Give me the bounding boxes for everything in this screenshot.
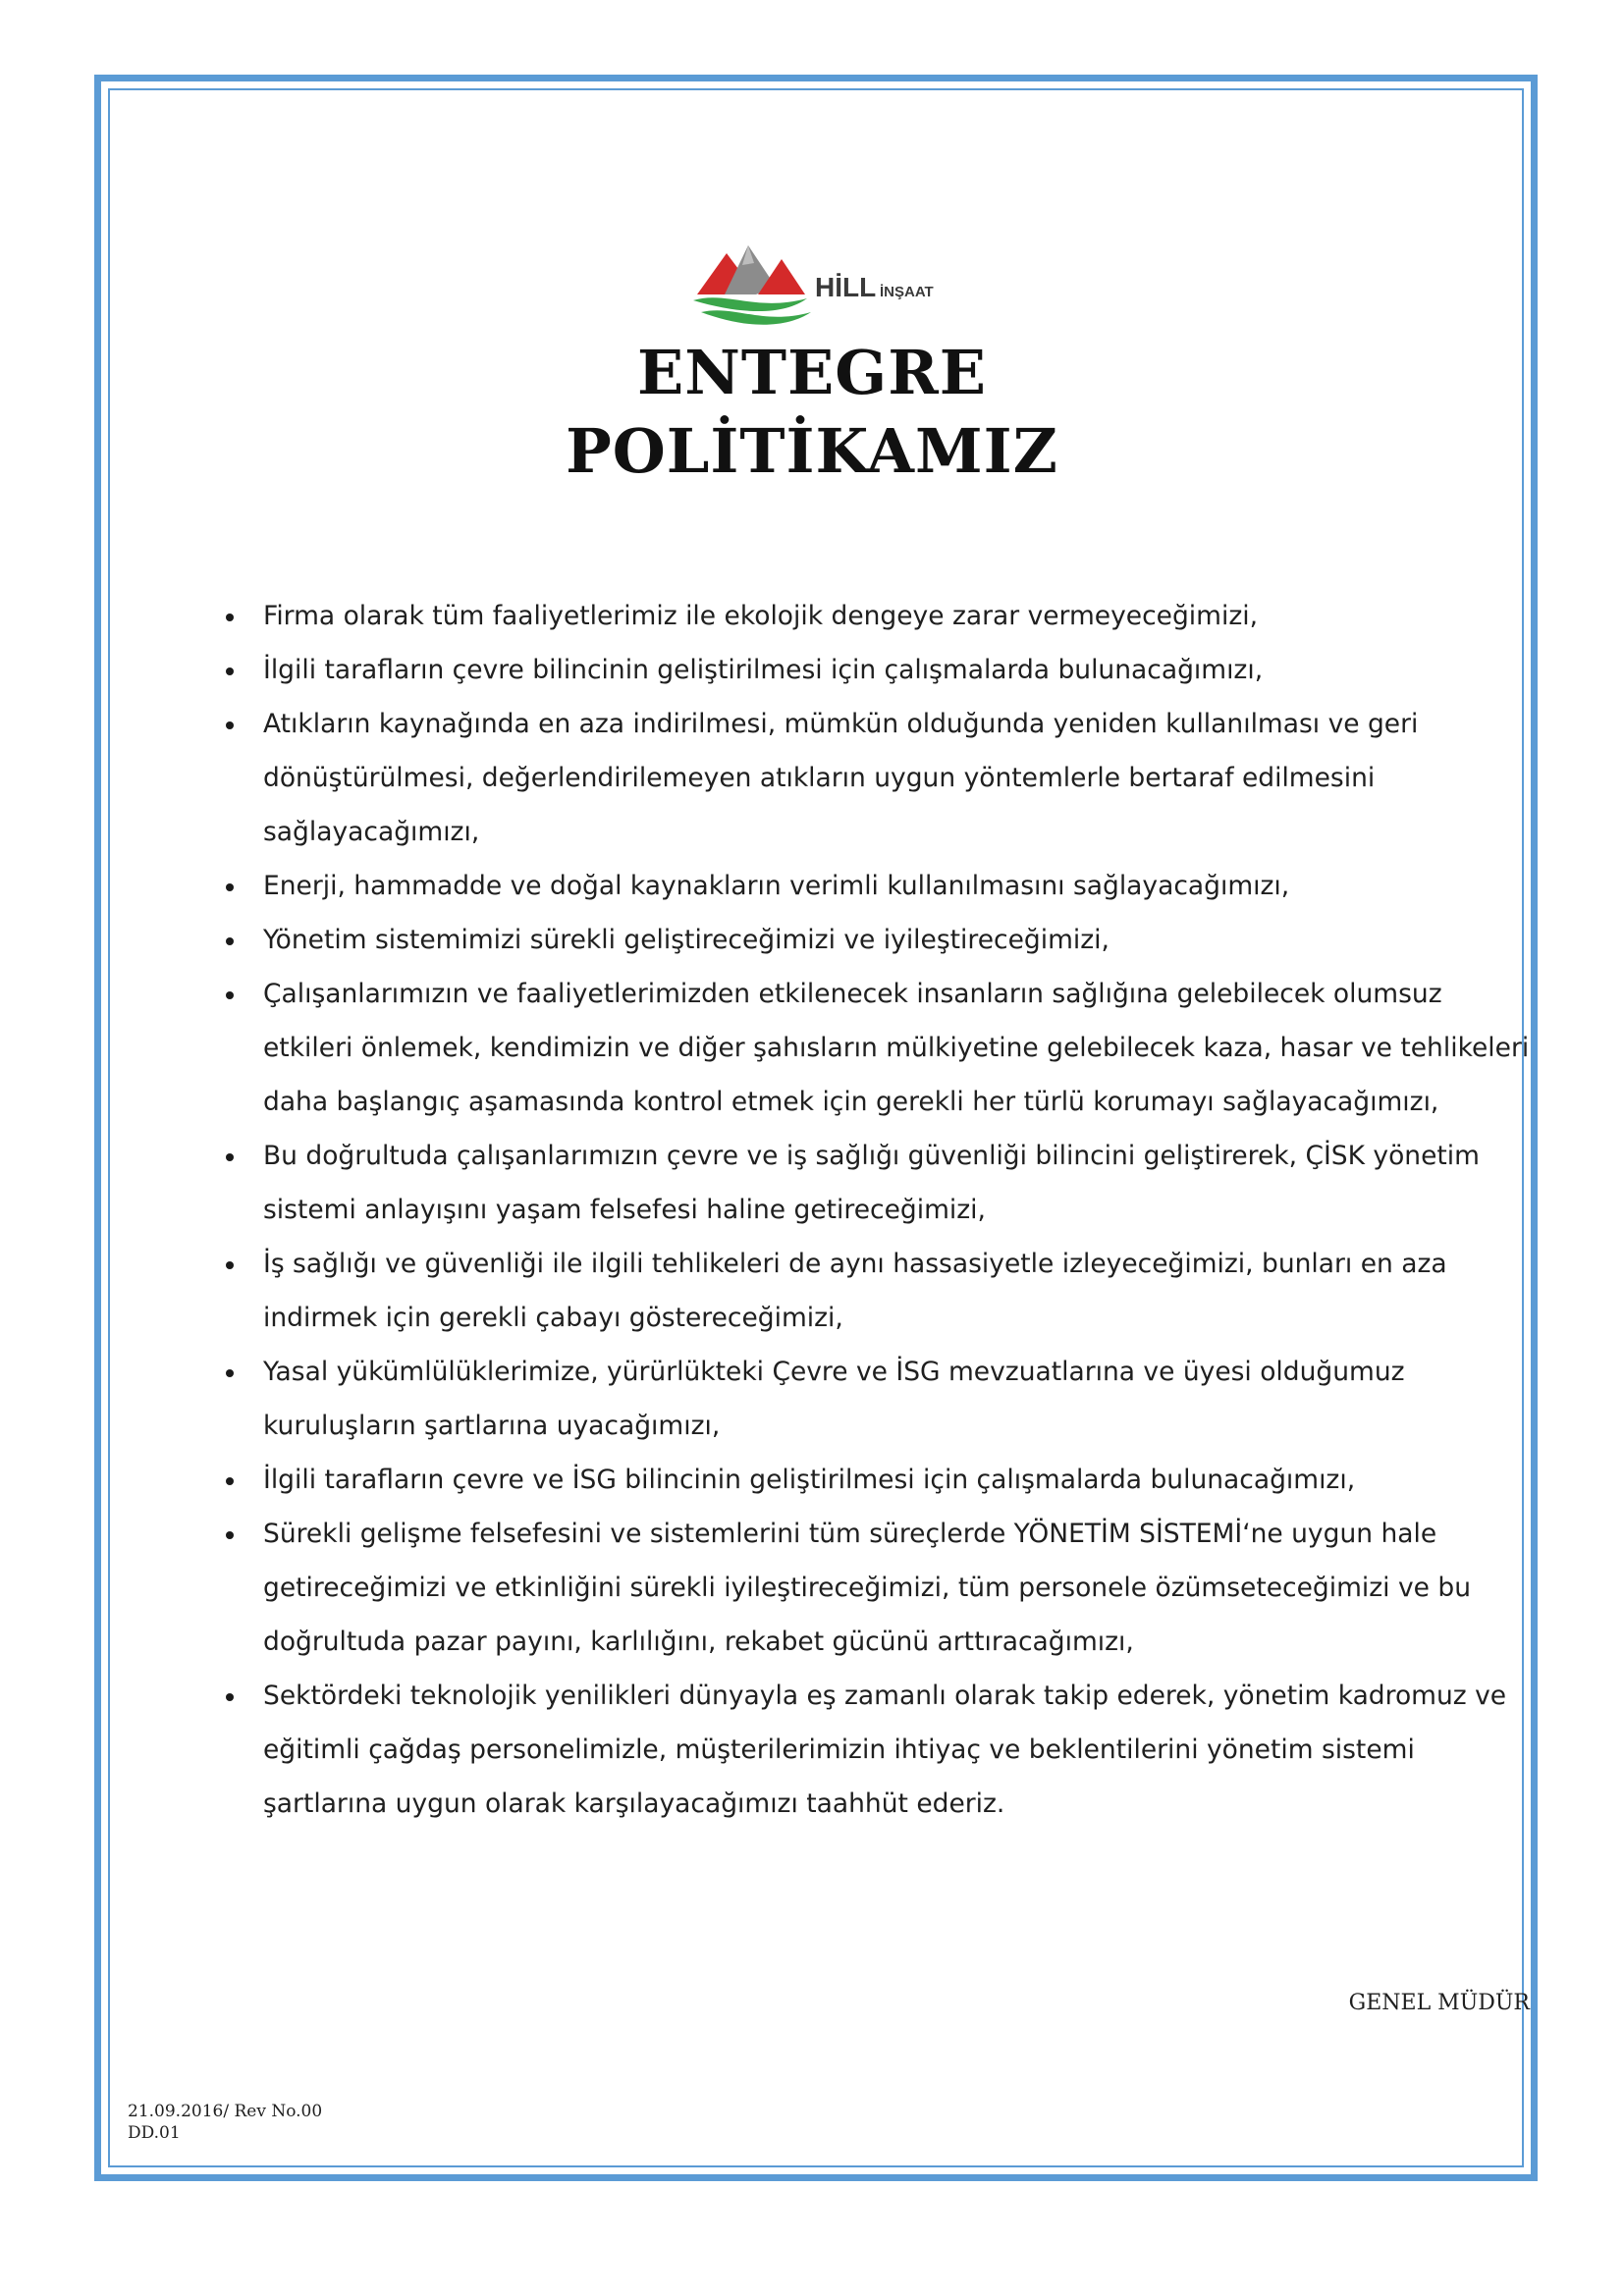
policy-list [224, 589, 1530, 1831]
policy-item: Enerji, hammadde ve doğal kaynakların verimli kullanılmasını sağlayacağımızı, [224, 859, 1530, 913]
document-date-revision: 21.09.2016/ Rev No.00 [128, 2102, 323, 2121]
policy-item: İlgili tarafların çevre bilincinin geliştirilmesi için çalışmalarda bulunacağımızı, [224, 643, 1530, 697]
policy-item: Çalışanlarımızın ve faaliyetlerimizden etkilenecek insanların sağlığına gelebilecek olumsuz etkileri önlemek, kendimizin ve diğer şahısların mülkiyetine gelebilecek kaza, hasar ve tehlikeleri daha başlangıç aşamasında kontrol etmek için gerekli her türlü korumayı sağlayacağımızı, [224, 967, 1530, 1129]
title-line-1: ENTEGRE [636, 337, 988, 408]
policy-item: Yönetim sistemimizi sürekli geliştireceğimizi ve iyileştireceğimizi, [224, 913, 1530, 967]
logo-green-wave-bottom [701, 310, 811, 325]
page-title [0, 334, 1624, 491]
signature-title: GENEL MÜDÜR [1348, 1991, 1530, 2015]
policy-item: Bu doğrultuda çalışanlarımızın çevre ve iş sağlığı güvenliği bilincini geliştirerek, ÇİSK yönetim sistemi anlayışını yaşam felsefesi haline getireceğimizi, [224, 1129, 1530, 1237]
policy-item: İş sağlığı ve güvenliği ile ilgili tehlikeleri de aynı hassasiyetle izleyeceğimizi, bunları en aza indirmek için gerekli çabayı göstereceğimizi, [224, 1237, 1530, 1345]
title-line-2: POLİTİKAMIZ [566, 415, 1058, 487]
policy-item: Sektördeki teknolojik yenilikleri dünyayla eş zamanlı olarak takip ederek, yönetim kadromuz ve eğitimli çağdaş personelimizle, müşterilerimizin ihtiyaç ve beklentilerini yönetim sistemi şartlarına uygun olarak karşılayacağımızı taahhüt ederiz. [224, 1669, 1530, 1831]
policy-item: Firma olarak tüm faaliyetlerimiz ile ekolojik dengeye zarar vermeyeceğimizi, [224, 589, 1530, 643]
logo-text-main: HİLL [815, 272, 877, 302]
document-code: DD.01 [128, 2123, 181, 2143]
policy-item: İlgili tarafların çevre ve İSG bilincinin geliştirilmesi için çalışmalarda bulunacağımızı, [224, 1453, 1530, 1507]
logo-text-sub: İNŞAAT [880, 284, 934, 300]
logo-green-wave-top [693, 297, 807, 311]
policy-item: Sürekli gelişme felsefesini ve sistemlerini tüm süreçlerde YÖNETİM SİSTEMİ‘ne uygun hale getireceğimizi ve etkinliğini sürekli iyileştireceğimizi, tüm personele özümseteceğimizi ve bu doğrultuda pazar payını, karlılığını, rekabet gücünü arttıracağımızı, [224, 1507, 1530, 1669]
company-logo [687, 236, 972, 334]
policy-item: Yasal yükümlülüklerimize, yürürlükteki Çevre ve İSG mevzuatlarına ve üyesi olduğumuz kuruluşların şartlarına uyacağımızı, [224, 1345, 1530, 1453]
policy-item: Atıkların kaynağında en aza indirilmesi, mümkün olduğunda yeniden kullanılması ve geri dönüştürülmesi, değerlendirilemeyen atıkların uygun yöntemlerle bertaraf edilmesini sağlayacağımızı, [224, 697, 1530, 859]
document-info [128, 2101, 322, 2144]
